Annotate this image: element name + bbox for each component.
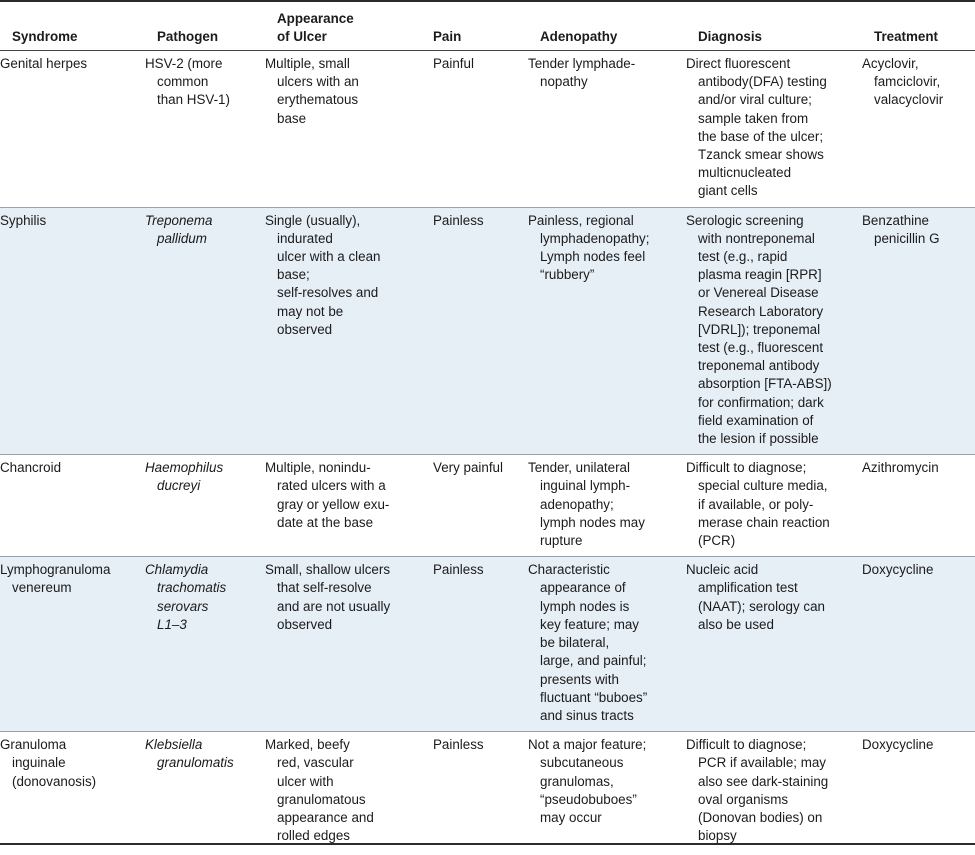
cell-diagnosis: Difficult to diagnose; PCR if available; may also see dark-staining oval organisms (Donovan bodies) on biopsy — [686, 737, 829, 844]
table-row-syphilis — [0, 207, 975, 455]
cell-pathogen: Haemophilus ducreyi — [145, 460, 224, 494]
header-adenopathy: Adenopathy — [528, 2, 686, 51]
cell-pain: Very painful — [433, 460, 503, 476]
table-row-lymphogranuloma-venereum — [0, 557, 975, 732]
cell-adenopathy: Characteristic appearance of lymph nodes is key feature; may be bilateral, large, and painful; presents with fluctuant “buboes” and sinus tracts — [528, 557, 686, 732]
cell-ulcer: Single (usually), indurated ulcer with a clean base; self-resolves and may not be observed — [265, 207, 421, 455]
cell-pain: Painless — [421, 207, 528, 455]
cell-syndrome: Lymphogranuloma venereum — [0, 557, 145, 732]
cell-treatment: Benzathine penicillin G — [862, 207, 975, 455]
header-treatment: Treatment — [862, 2, 975, 51]
cell-syndrome: Syphilis — [0, 207, 145, 455]
table-row-genital-herpes — [0, 51, 975, 208]
cell-pathogen: HSV-2 (more common than HSV-1) — [145, 56, 230, 108]
table-header-row — [0, 2, 975, 51]
header-ulcer-appearance: Appearance of Ulcer — [265, 2, 421, 51]
cell-pain: Painless — [433, 737, 484, 753]
cell-diagnosis: Direct fluorescent antibody(DFA) testing and/or viral culture; sample taken from the base of the ulcer; Tzanck smear shows multicnucleated giant cells — [686, 56, 827, 199]
cell-ulcer: Small, shallow ulcers that self-resolve and are not usually observed — [265, 557, 421, 732]
cell-adenopathy: Not a major feature; subcutaneous granulomas, “pseudobuboes” may occur — [528, 737, 647, 825]
cell-adenopathy: Tender lymphade- nopathy — [528, 56, 636, 90]
table-row-chancroid — [0, 455, 975, 557]
cell-ulcer: Multiple, small ulcers with an erythematous base — [265, 56, 359, 126]
cell-syndrome: Genital herpes — [0, 56, 88, 71]
cell-pathogen: Chlamydia trachomatis serovars L1–3 — [145, 557, 265, 732]
header-syndrome: Syndrome — [0, 2, 145, 51]
cell-treatment: Acyclovir, famciclovir, valacyclovir — [862, 56, 944, 108]
header-diagnosis: Diagnosis — [686, 2, 862, 51]
cell-pathogen: Klebsiella granulomatis — [145, 737, 234, 771]
cell-syndrome: Granuloma inguinale (donovanosis) — [0, 737, 97, 789]
cell-ulcer: Marked, beefy red, vascular ulcer with granulomatous appearance and rolled edges — [265, 737, 374, 844]
genital-ulcer-syndromes-table — [0, 2, 975, 855]
cell-treatment: Azithromycin — [862, 460, 939, 476]
table-row-granuloma-inguinale — [0, 732, 975, 855]
cell-diagnosis: Nucleic acid amplification test (NAAT); serology can also be used — [686, 557, 862, 732]
cell-ulcer: Multiple, nonindu- rated ulcers with a gray or yellow exu- date at the base — [265, 460, 390, 530]
cell-diagnosis: Serologic screening with nontreponemal test (e.g., rapid plasma reagin [RPR] or Venereal Disease Research Laboratory [VDRL]); treponemal test (e.g., fluorescent treponemal antibody absorption [FTA-ABS]) for confirmation; dark field examination of the lesion if possible — [686, 207, 862, 455]
cell-treatment: Doxycycline — [862, 737, 934, 753]
cell-diagnosis: Difficult to diagnose; special culture media, if available, or poly- merase chain reaction (PCR) — [686, 460, 830, 549]
header-pain: Pain — [421, 2, 528, 51]
header-pathogen: Pathogen — [145, 2, 265, 51]
cell-pain: Painful — [433, 56, 474, 71]
cell-pain: Painless — [421, 557, 528, 732]
cell-adenopathy: Painless, regional lymphadenopathy; Lymph nodes feel “rubbery” — [528, 207, 686, 455]
cell-pathogen: Treponema pallidum — [145, 207, 265, 455]
table-bottom-rule — [0, 843, 975, 845]
cell-adenopathy: Tender, unilateral inguinal lymph- adenopathy; lymph nodes may rupture — [528, 460, 645, 549]
cell-syndrome: Chancroid — [0, 460, 62, 476]
cell-treatment: Doxycycline — [862, 557, 975, 732]
